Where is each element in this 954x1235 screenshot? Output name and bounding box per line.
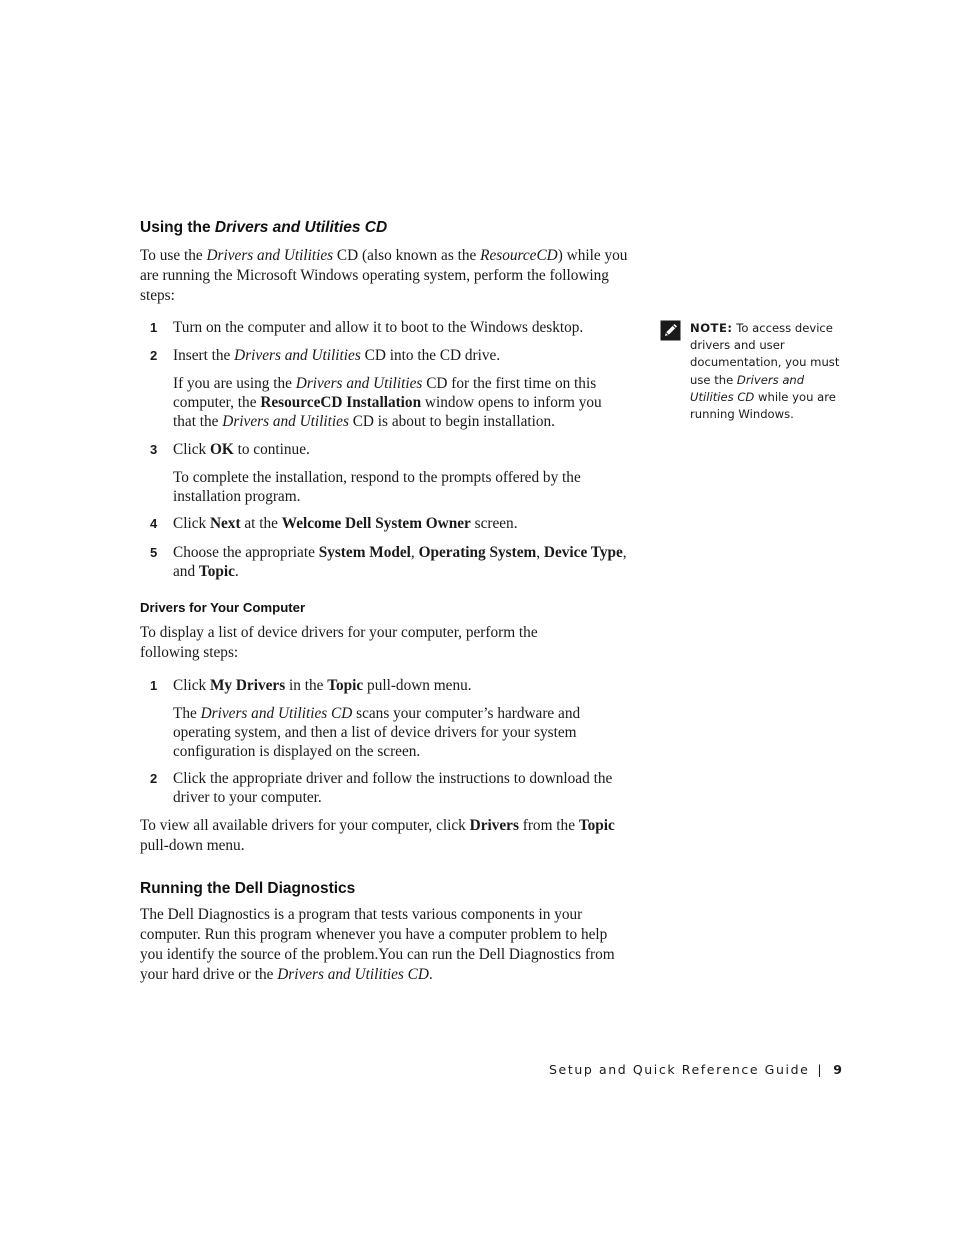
- text: Insert the: [173, 347, 235, 364]
- italic-text: Drivers and Utilities: [222, 413, 349, 430]
- heading-prefix: Using the: [140, 219, 215, 236]
- bold-text: Drivers: [469, 817, 519, 834]
- bold-text: Welcome Dell System Owner: [281, 515, 471, 532]
- step-number: 1: [150, 678, 158, 693]
- step-number: 3: [150, 442, 158, 457]
- bold-text: Device Type: [543, 544, 623, 561]
- text: If you are using the: [173, 375, 296, 392]
- step-text: Turn on the computer and allow it to boot to the Windows desktop.: [173, 319, 584, 336]
- step-subparagraph: To complete the installation, respond to the prompts offered by the installation program.: [173, 469, 581, 505]
- italic-text: Drivers and Utilities: [234, 347, 361, 364]
- italic-text: Drivers and Utilities CD: [277, 966, 429, 983]
- text: ) while you are running the Microsoft Windows operating system, perform the following steps:: [140, 247, 628, 304]
- text: CD is about to begin installation.: [348, 413, 555, 430]
- step-text: Click the appropriate driver and follow the instructions to download the driver to your computer.: [173, 770, 613, 806]
- text: Click: [173, 515, 210, 532]
- text: .: [234, 563, 239, 580]
- text: to continue.: [233, 441, 310, 458]
- bold-text: System Model: [318, 544, 411, 561]
- step-text: [173, 514, 628, 533]
- text: screen.: [470, 515, 518, 532]
- text: CD (also known as the: [333, 247, 481, 264]
- bold-text: Topic: [198, 563, 235, 580]
- note-callout: [690, 320, 850, 423]
- section1-intro: [140, 246, 630, 306]
- subsection-heading-drivers: Drivers for Your Computer: [140, 600, 306, 615]
- text: CD into the CD drive.: [360, 347, 501, 364]
- text: To use the: [140, 247, 207, 264]
- text: The Dell Diagnostics is a program that tests various components in your computer. Run this program whenever you have a computer problem to help you identify the source of the problem.You can run the Dell Diagnostics from your hard drive or the: [140, 906, 615, 983]
- text: , and: [173, 544, 627, 580]
- text: The: [173, 705, 201, 722]
- bold-text: My Drivers: [209, 677, 286, 694]
- italic-text: Drivers and Utilities: [295, 375, 423, 392]
- italic-text: Drivers and Utilities CD: [690, 372, 805, 404]
- text: To view all available drivers for your computer, click: [140, 817, 470, 834]
- text: scans your computer’s hardware and operating system, and then a list of device drivers for your system configuration is displayed on the screen.: [173, 705, 581, 760]
- italic-text: ResourceCD: [480, 247, 558, 264]
- step-number: 2: [150, 771, 158, 786]
- page-footer: [549, 1062, 842, 1077]
- bold-text: Topic: [327, 677, 364, 694]
- step-subparagraph: [173, 704, 613, 761]
- note-pencil-icon: [660, 320, 681, 341]
- bold-text: Operating System: [418, 544, 537, 561]
- step-text: [173, 543, 628, 581]
- step-text: [173, 676, 628, 695]
- italic-text: Drivers and Utilities: [206, 247, 334, 264]
- text: while you are running Windows.: [690, 389, 836, 422]
- section2-outro: [140, 816, 635, 856]
- section-heading-diagnostics: Running the Dell Diagnostics: [140, 880, 356, 897]
- heading-italic: Drivers and Utilities CD: [214, 219, 388, 236]
- text: pull-down menu.: [140, 837, 245, 854]
- text: To access device drivers and user documentation, you must use the: [690, 321, 840, 387]
- bold-text: OK: [209, 441, 234, 458]
- section2-intro: To display a list of device drivers for your computer, perform the following steps:: [140, 624, 538, 661]
- step-number: 5: [150, 545, 158, 560]
- text: ,: [536, 544, 544, 561]
- text: Choose the appropriate: [173, 544, 319, 561]
- step-text: [173, 346, 628, 365]
- bold-text: ResourceCD Installation: [260, 394, 422, 411]
- section-heading-using-cd: [140, 219, 387, 237]
- section3-paragraph: [140, 905, 620, 985]
- note-label: NOTE:: [690, 321, 733, 335]
- step-number: 4: [150, 516, 158, 531]
- page-number: 9: [833, 1062, 842, 1077]
- text: ,: [410, 544, 419, 561]
- text: Click: [173, 441, 210, 458]
- footer-separator: |: [817, 1062, 824, 1077]
- text: in the: [285, 677, 328, 694]
- step-number: 2: [150, 348, 158, 363]
- bold-text: Topic: [578, 817, 615, 834]
- text: pull-down menu.: [363, 677, 472, 694]
- step-text: [173, 440, 628, 459]
- text: window opens to inform you that the: [173, 394, 602, 430]
- text: Click: [173, 677, 210, 694]
- text: from the: [518, 817, 579, 834]
- text: .: [428, 966, 433, 983]
- text: CD for the first time on this computer, the: [173, 375, 597, 411]
- bold-text: Next: [209, 515, 241, 532]
- italic-text: Drivers and Utilities CD: [200, 705, 353, 722]
- step-number: 1: [150, 320, 158, 335]
- step-subparagraph: [173, 374, 628, 431]
- text: at the: [240, 515, 282, 532]
- footer-title: Setup and Quick Reference Guide: [549, 1062, 810, 1077]
